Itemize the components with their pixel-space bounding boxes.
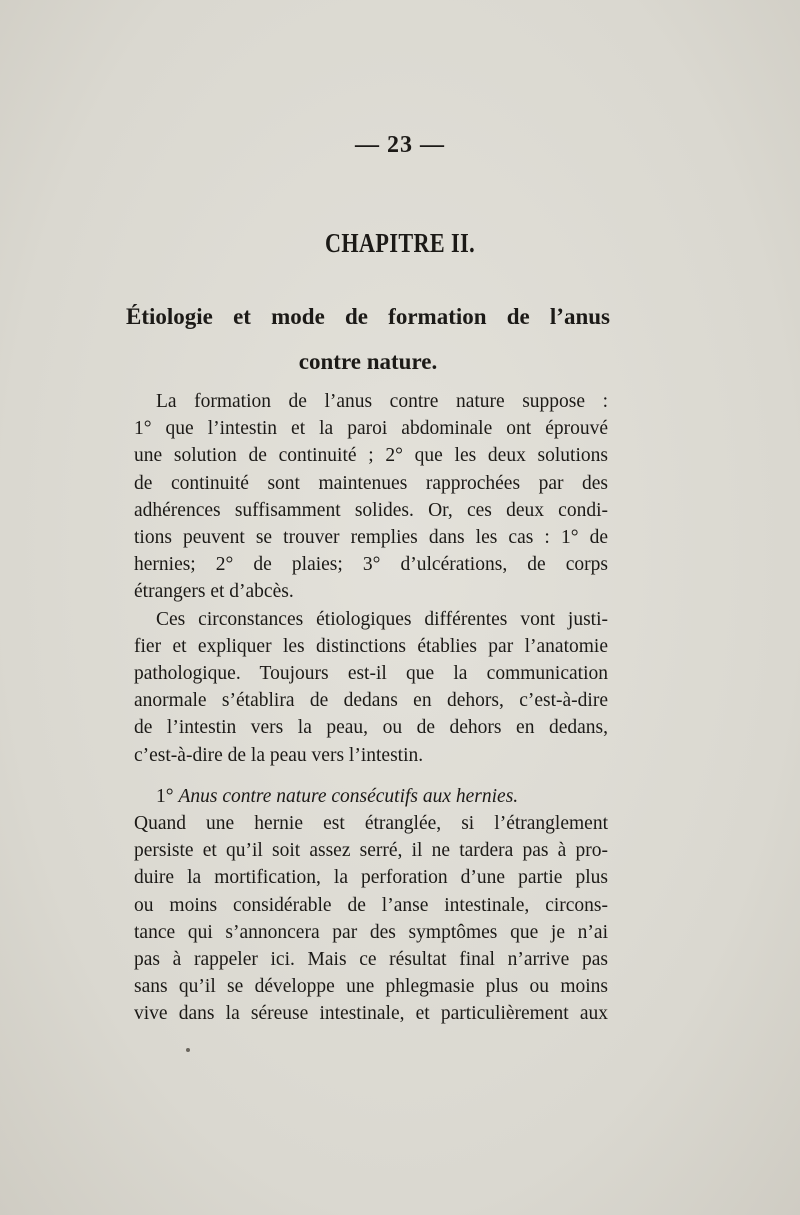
section-title — [126, 294, 610, 384]
body-text — [134, 388, 608, 1028]
text-line: tions peuvent se trouver remplies dans les cas : 1° de — [134, 527, 608, 549]
section-title-line-2: contre nature. — [298, 349, 438, 374]
subsection-title: Anus contre nature consécutifs aux hernies. — [178, 785, 519, 807]
ink-speck — [186, 1048, 190, 1052]
page-number: — 23 — — [355, 132, 445, 158]
text-line: pas à rappeler ici. Mais ce résultat final n’arrive pas — [134, 949, 608, 971]
text-line: vive dans la séreuse intestinale, et particulièrement aux — [134, 1003, 608, 1025]
text-line: étrangers et d’abcès. — [134, 581, 294, 603]
text-line: de l’intestin vers la peau, ou de dehors en dedans, — [134, 717, 608, 739]
text-line: fier et expliquer les distinctions établies par l’anatomie — [134, 635, 608, 657]
text-line: anormale s’établira de dedans en dehors, c’est-à-dire — [134, 690, 608, 712]
subsection-number: 1° — [156, 785, 174, 807]
text-line: 1° que l’intestin et la paroi abdominale ont éprouvé — [134, 418, 608, 440]
text-line: hernies; 2° de plaies; 3° d’ulcérations, de corps — [134, 554, 608, 576]
text-line: pathologique. Toujours est-il que la communication — [134, 663, 608, 685]
subsection-heading — [134, 783, 608, 810]
chapter-heading: CHAPITRE II. — [324, 228, 476, 258]
text-line: une solution de continuité ; 2° que les deux solutions — [134, 445, 608, 467]
text-line: Ces circonstances étiologiques différentes vont justi- — [156, 608, 608, 630]
text-line: c’est-à-dire de la peau vers l’intestin. — [134, 744, 424, 766]
text-line: adhérences suffisamment solides. Or, ces deux condi- — [134, 499, 608, 521]
text-line: Quand une hernie est étranglée, si l’étranglement — [134, 813, 608, 835]
text-line: La formation de l’anus contre nature suppose : — [156, 391, 608, 412]
text-line: duire la mortification, la perforation d’une partie plus — [134, 867, 608, 889]
text-line: ou moins considérable de l’anse intestinale, circons- — [134, 894, 608, 916]
text-line: de continuité sont maintenues rapprochées par des — [134, 472, 608, 494]
text-line: sans qu’il se développe une phlegmasie plus ou moins — [134, 976, 608, 998]
section-title-line-1: Étiologie et mode de formation de l’anus — [126, 304, 610, 329]
text-line: tance qui s’annoncera par des symptômes que je n’ai — [134, 921, 608, 943]
text-line: persiste et qu’il soit assez serré, il ne tardera pas à pro- — [134, 840, 608, 862]
